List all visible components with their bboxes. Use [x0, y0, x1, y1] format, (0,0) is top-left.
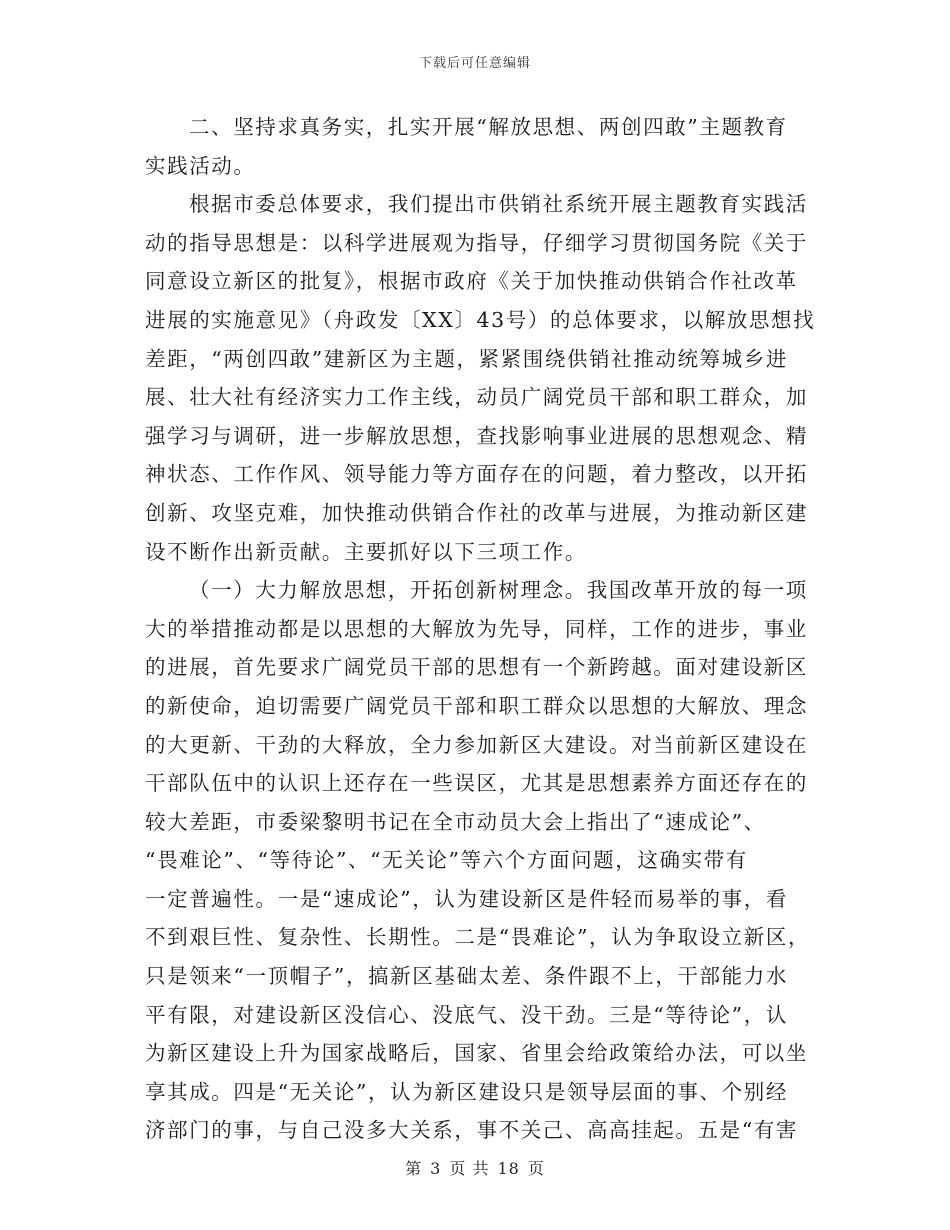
text-line: 大的举措推动都是以思想的大解放为先导，同样，工作的进步，事业	[145, 616, 808, 641]
text-line: 实践活动。	[145, 153, 256, 178]
text-line: 平有限，对建设新区没信心、没底气、没干劲。三是“等待论”，认	[145, 1002, 788, 1027]
total-pages: 18	[497, 1159, 520, 1178]
text-line: 只是领来“一顶帽子”，搞新区基础太差、条件跟不上，干部能力水	[145, 964, 788, 989]
footer-mid: 页 共	[449, 1159, 490, 1178]
text-line: 根据市委总体要求，我们提出市供销社系统开展主题教育实践活	[189, 192, 808, 217]
text-line: 二、坚持求真务实，扎实开展“解放思想、两创四敢”主题教育	[189, 115, 788, 139]
page-footer	[0, 1156, 950, 1179]
footer-suffix: 页	[527, 1159, 545, 1178]
document-body	[145, 108, 816, 1150]
text-line: 设不断作出新贡献。主要抓好以下三项工作。	[145, 539, 587, 564]
text-line: 的进展，首先要求广阔党员干部的思想有一个新跨越。面对建设新区	[145, 655, 808, 680]
text-line: 一定普遍性。一是“速成论”，认为建设新区是件轻而易举的事，看	[145, 886, 788, 911]
text-line: 济部门的事，与自己没多大关系，事不关己、高高挂起。五是“有害	[145, 1118, 798, 1143]
text-line: （一）大力解放思想，开拓创新树理念。我国改革开放的每一项	[189, 578, 808, 603]
text-line: 享其成。四是“无关论”，认为新区建设只是领导层面的事、个别经	[145, 1079, 788, 1104]
text-line: 进展的实施意见》（舟政发〔XX〕43号）的总体要求，以解放思想找	[145, 307, 816, 332]
text-line: 不到艰巨性、复杂性、长期性。二是“畏难论”，认为争取设立新区，	[145, 925, 811, 950]
page-header: 下载后可任意编辑	[418, 56, 531, 71]
text-line: 创新、攻坚克难，加快推动供销合作社的改革与进展，为推动新区建	[145, 500, 808, 525]
text-line: 的大更新、干劲的大释放，全力参加新区大建设。对当前新区建设在	[145, 732, 808, 757]
text-line: 强学习与调研，进一步解放思想，查找影响事业进展的思想观念、精	[145, 423, 808, 448]
text-line: 同意设立新区的批复》，根据市政府《关于加快推动供销合作社改革	[145, 269, 798, 294]
text-line: 较大差距，市委梁黎明书记在全市动员大会上指出了“速成论”、	[145, 809, 766, 834]
text-line: 动的指导思想是：以科学进展观为指导，仔细学习贯彻国务院《关于	[145, 230, 808, 255]
text-line: 展、壮大社有经济实力工作主线，动员广阔党员干部和职工群众，加	[145, 385, 808, 410]
text-line: 差距，“两创四敢”建新区为主题，紧紧围绕供销社推动统筹城乡进	[145, 346, 788, 371]
text-line: 干部队伍中的认识上还存在一些误区，尤其是思想素养方面还存在的	[145, 771, 808, 796]
text-line: “畏难论”、“等待论”、“无关论”等六个方面问题，这确实带有	[145, 848, 748, 873]
page-number: 3	[430, 1159, 442, 1178]
text-line: 神状态、工作作风、领导能力等方面存在的问题，着力整改，以开拓	[145, 462, 808, 487]
footer-prefix: 第	[405, 1159, 423, 1178]
text-line: 为新区建设上升为国家战略后，国家、省里会给政策给办法，可以坐	[145, 1041, 808, 1066]
text-line: 的新使命，迫切需要广阔党员干部和职工群众以思想的大解放、理念	[145, 693, 808, 718]
